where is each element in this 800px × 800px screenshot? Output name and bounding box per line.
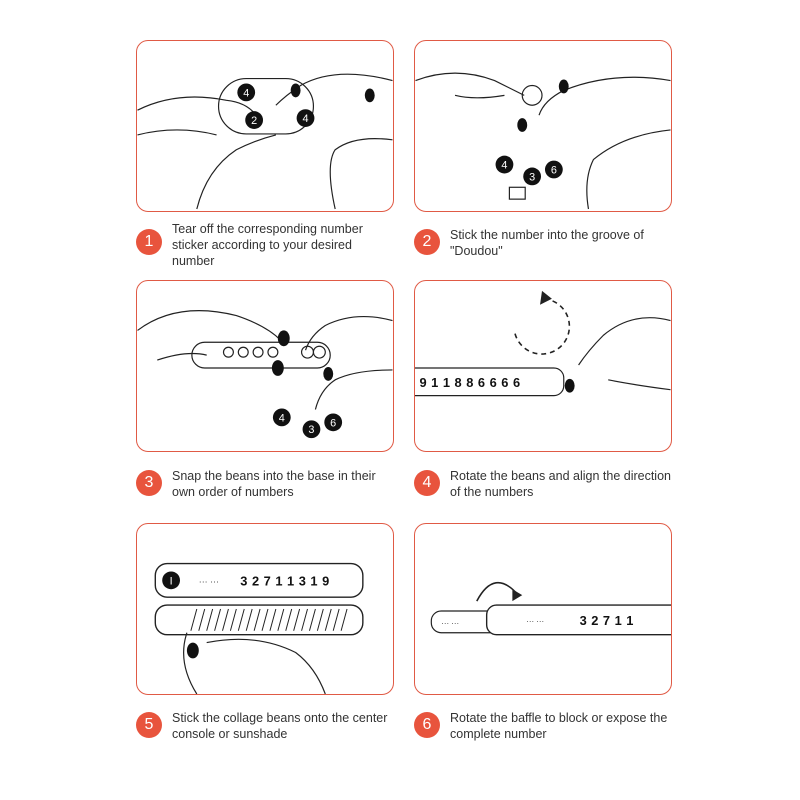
number-strip: 3 2 7 1 1 3 1 9 [240, 573, 330, 589]
step-1 [136, 222, 396, 279]
illustration-panel-2 [414, 40, 672, 212]
snap-beans-illustration [137, 281, 393, 451]
illustration-panel-5 [136, 523, 394, 695]
step-number-badge: 3 [136, 470, 162, 496]
strip-dots: ··· ··· [526, 616, 545, 626]
step-caption: Stick the collage beans onto the center console or sunshade [172, 711, 388, 741]
step-3 [136, 470, 396, 520]
sticker-beans [237, 84, 314, 129]
step-6 [414, 712, 674, 762]
mount-strip-illustration [137, 524, 393, 694]
strip-dots: ··· ··· [198, 576, 219, 587]
step-caption: Tear off the corresponding number sticker according to your desired number [172, 222, 363, 268]
number-strip: 3 2 7 1 1 [579, 612, 634, 628]
step-caption: Rotate the baffle to block or expose the complete number [450, 711, 668, 741]
rotate-beans-illustration [415, 281, 671, 451]
bean-label: 4 [278, 412, 285, 425]
number-strip: 9 1 1 8 8 6 6 6 6 [419, 374, 521, 390]
step-number-badge: 1 [136, 229, 162, 255]
rotate-arrow-icon [514, 299, 569, 354]
illustration-panel-1 [136, 40, 394, 212]
step-caption: Rotate the beans and align the direction of the numbers [450, 469, 671, 499]
bean-label: 6 [330, 417, 337, 430]
step-number-badge: 6 [414, 712, 440, 738]
step-number-badge: 2 [414, 229, 440, 255]
illustration-panel-4 [414, 280, 672, 452]
step-number-badge: 5 [136, 712, 162, 738]
rotate-arrow-icon [477, 583, 519, 601]
strip-prefix: I [169, 575, 173, 588]
step-number-badge: 4 [414, 470, 440, 496]
loose-beans [273, 409, 342, 439]
stick-number-illustration [415, 41, 671, 211]
tear-sticker-illustration [137, 41, 393, 211]
loose-beans [496, 156, 563, 186]
bean-label: 2 [251, 115, 258, 128]
step-2 [414, 229, 674, 279]
bean-label: 6 [550, 164, 557, 177]
baffle-dots: ··· ··· [441, 618, 460, 628]
bean-label: 4 [501, 159, 508, 172]
bean-label: 3 [529, 171, 536, 184]
rotate-baffle-illustration [415, 524, 671, 694]
step-4 [414, 470, 674, 520]
bean-label: 4 [302, 113, 309, 126]
step-caption: Snap the beans into the base in their own order of numbers [172, 469, 376, 499]
step-caption: Stick the number into the groove of "Doudou" [450, 228, 644, 258]
step-5 [136, 712, 396, 762]
bean-label: 3 [308, 424, 315, 437]
illustration-panel-3 [136, 280, 394, 452]
illustration-panel-6 [414, 523, 672, 695]
bean-label: 4 [243, 87, 250, 100]
